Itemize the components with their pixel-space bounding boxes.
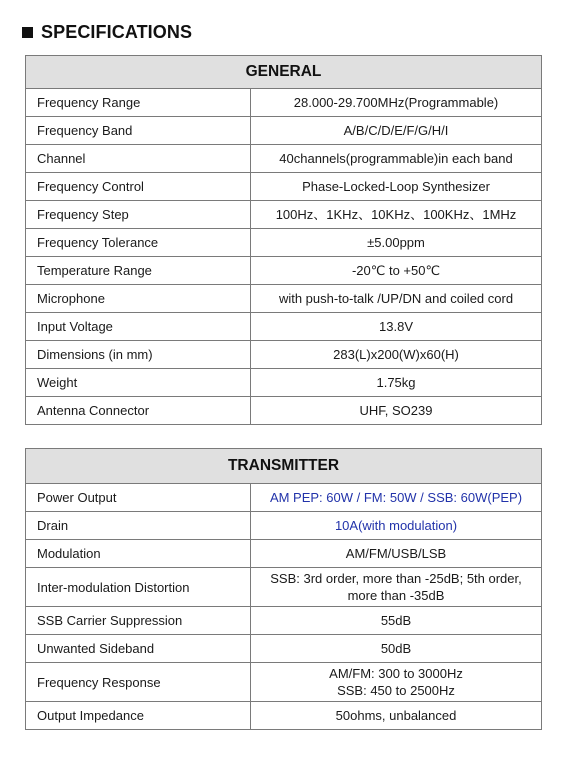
square-bullet-icon bbox=[22, 27, 33, 38]
section-heading bbox=[22, 20, 192, 44]
spec-label: Microphone bbox=[26, 285, 251, 313]
spec-label: Input Voltage bbox=[26, 313, 251, 341]
spec-label: Frequency Control bbox=[26, 173, 251, 201]
spec-value: UHF, SO239 bbox=[251, 397, 542, 425]
spec-label: Modulation bbox=[26, 540, 251, 568]
table-row bbox=[26, 369, 542, 397]
transmitter-spec-table bbox=[25, 448, 542, 730]
table-row bbox=[26, 201, 542, 229]
table-row bbox=[26, 484, 542, 512]
table-row bbox=[26, 257, 542, 285]
table-row bbox=[26, 313, 542, 341]
page-title: SPECIFICATIONS bbox=[41, 21, 193, 42]
spec-value: 40channels(programmable)in each band bbox=[251, 145, 542, 173]
table-header-row bbox=[26, 449, 542, 484]
spec-value: 55dB bbox=[251, 607, 542, 635]
table-row bbox=[26, 285, 542, 313]
spec-value: with push-to-talk /UP/DN and coiled cord bbox=[251, 285, 542, 313]
spec-value: AM PEP: 60W / FM: 50W / SSB: 60W(PEP) bbox=[251, 484, 542, 512]
spec-label: Frequency Response bbox=[26, 663, 251, 702]
spec-value: AM/FM/USB/LSB bbox=[251, 540, 542, 568]
spec-value: 28.000-29.700MHz(Programmable) bbox=[251, 89, 542, 117]
spec-label: Channel bbox=[26, 145, 251, 173]
table-row bbox=[26, 117, 542, 145]
spec-label: Temperature Range bbox=[26, 257, 251, 285]
spec-value-line: SSB: 3rd order, more than -25dB; 5th order, bbox=[270, 571, 522, 586]
spec-label: Inter-modulation Distortion bbox=[26, 568, 251, 607]
spec-value: 13.8V bbox=[251, 313, 542, 341]
table-row bbox=[26, 229, 542, 257]
spec-label: Drain bbox=[26, 512, 251, 540]
table-row bbox=[26, 540, 542, 568]
table-row bbox=[26, 341, 542, 369]
spec-value: 50dB bbox=[251, 635, 542, 663]
table-row bbox=[26, 635, 542, 663]
spec-value bbox=[251, 663, 542, 702]
spec-label: Power Output bbox=[26, 484, 251, 512]
spec-label: Frequency Tolerance bbox=[26, 229, 251, 257]
spec-label: Frequency Step bbox=[26, 201, 251, 229]
spec-value: A/B/C/D/E/F/G/H/I bbox=[251, 117, 542, 145]
spec-value-line: more than -35dB bbox=[347, 588, 445, 603]
spec-value: 10A(with modulation) bbox=[251, 512, 542, 540]
transmitter-table-title: TRANSMITTER bbox=[26, 449, 542, 484]
table-row bbox=[26, 512, 542, 540]
spec-value bbox=[251, 568, 542, 607]
spec-label: Frequency Range bbox=[26, 89, 251, 117]
table-row bbox=[26, 173, 542, 201]
spec-value: -20℃ to +50℃ bbox=[251, 257, 542, 285]
table-row bbox=[26, 702, 542, 730]
spec-label: Unwanted Sideband bbox=[26, 635, 251, 663]
spec-value-line: SSB: 450 to 2500Hz bbox=[337, 683, 455, 698]
spec-label: Antenna Connector bbox=[26, 397, 251, 425]
table-row bbox=[26, 397, 542, 425]
spec-value: Phase-Locked-Loop Synthesizer bbox=[251, 173, 542, 201]
general-table-title: GENERAL bbox=[26, 56, 542, 89]
spec-value-line: AM/FM: 300 to 3000Hz bbox=[329, 666, 463, 681]
spec-value: 100Hz、1KHz、10KHz、100KHz、1MHz bbox=[251, 201, 542, 229]
spec-value: 283(L)x200(W)x60(H) bbox=[251, 341, 542, 369]
spec-label: Frequency Band bbox=[26, 117, 251, 145]
spec-value: 1.75kg bbox=[251, 369, 542, 397]
spec-label: SSB Carrier Suppression bbox=[26, 607, 251, 635]
table-row bbox=[26, 145, 542, 173]
general-spec-table bbox=[25, 55, 542, 425]
spec-label: Weight bbox=[26, 369, 251, 397]
table-header-row bbox=[26, 56, 542, 89]
table-row bbox=[26, 663, 542, 702]
spec-value: 50ohms, unbalanced bbox=[251, 702, 542, 730]
spec-label: Dimensions (in mm) bbox=[26, 341, 251, 369]
table-row bbox=[26, 607, 542, 635]
table-row bbox=[26, 568, 542, 607]
spec-value: ±5.00ppm bbox=[251, 229, 542, 257]
spec-label: Output Impedance bbox=[26, 702, 251, 730]
table-row bbox=[26, 89, 542, 117]
